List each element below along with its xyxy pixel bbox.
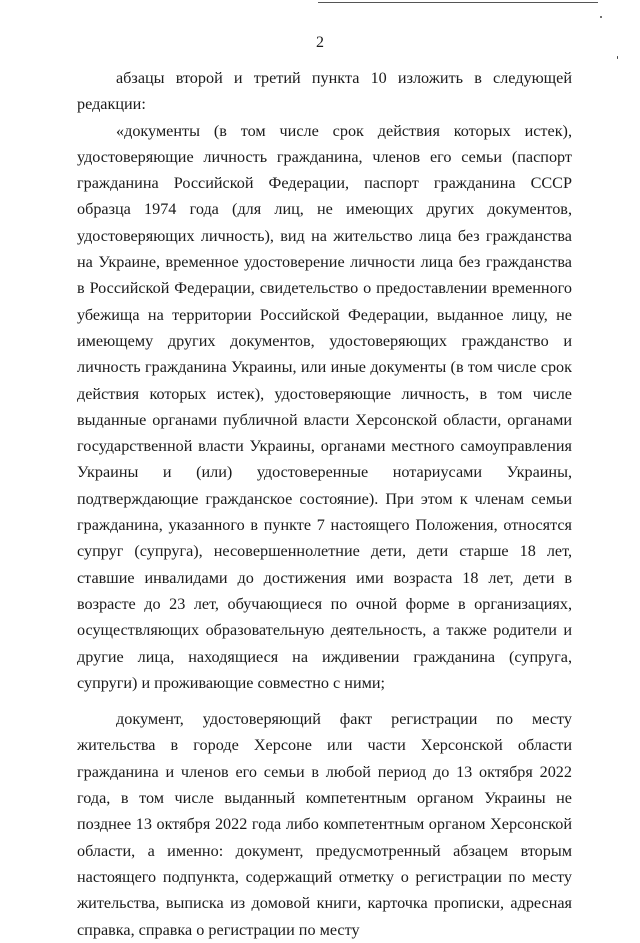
scan-top-rule	[318, 2, 598, 3]
paragraph-registration-document: документ, удостоверяющий факт регистрации по месту жительства в городе Херсоне или части Херсонской области гражданина и членов его семьи в любой период до 13 октября 2022 года, в том числе выданный компетентным органом Украины не позднее 13 октября 2022 года либо компетентным органом Херсонской области, а именно: документ, предусмотренный абзацем вторым настоящего подпункта, содержащий отметку о регистрации по месту жительства, выписка из домовой книги, карточка прописки, адресная справка, справка о регистрации по месту	[77, 710, 572, 939]
scan-speck	[617, 56, 618, 59]
page-number: 2	[316, 34, 324, 51]
paragraph-intro: абзацы второй и третий пункта 10 изложить в следующей редакции:	[77, 69, 572, 114]
paragraph-identity-documents: «документы (в том числе срок действия которых истек), удостоверяющие личность гражданина, членов его семьи (паспорт гражданина Российской Федерации, паспорт гражданина СССР образца 1974 года (для лиц, не имеющих других документов, удостоверяющих личность), вид на жительство лица без гражданства на Украине, временное удостоверение личности лица без гражданства в Российской Федерации, свидетельство о предоставлении временного убежища на территории Российской Федерации, выданное лицу, не имеющему других документов, удостоверяющих гражданство и личность гражданина Украины, или иные документы (в том числе срок действия которых истек), удостоверяющие личность, в том числе выданные органами публичной власти Херсонской области, органами государственной власти Украины, органами местного самоуправления Украины и (или) удостоверенные нотариусами Украины, подтверждающие гражданское состояние). При этом к членам семьи гражданина, указанного в пункте 7 настоящего Положения, относятся супруг (супруга), несовершеннолетние дети, дети старше 18 лет, ставшие инвалидами до достижения ими возраста 18 лет, дети в возрасте до 23 лет, обучающиеся по очной форме в организациях, осуществляющих образовательную деятельность, а также родители и другие лица, находящиеся на иждивении гражданина (супруга, супруги) и проживающие совместно с ними;	[77, 121, 572, 692]
document-body	[77, 65, 572, 943]
scan-speck	[600, 16, 602, 18]
